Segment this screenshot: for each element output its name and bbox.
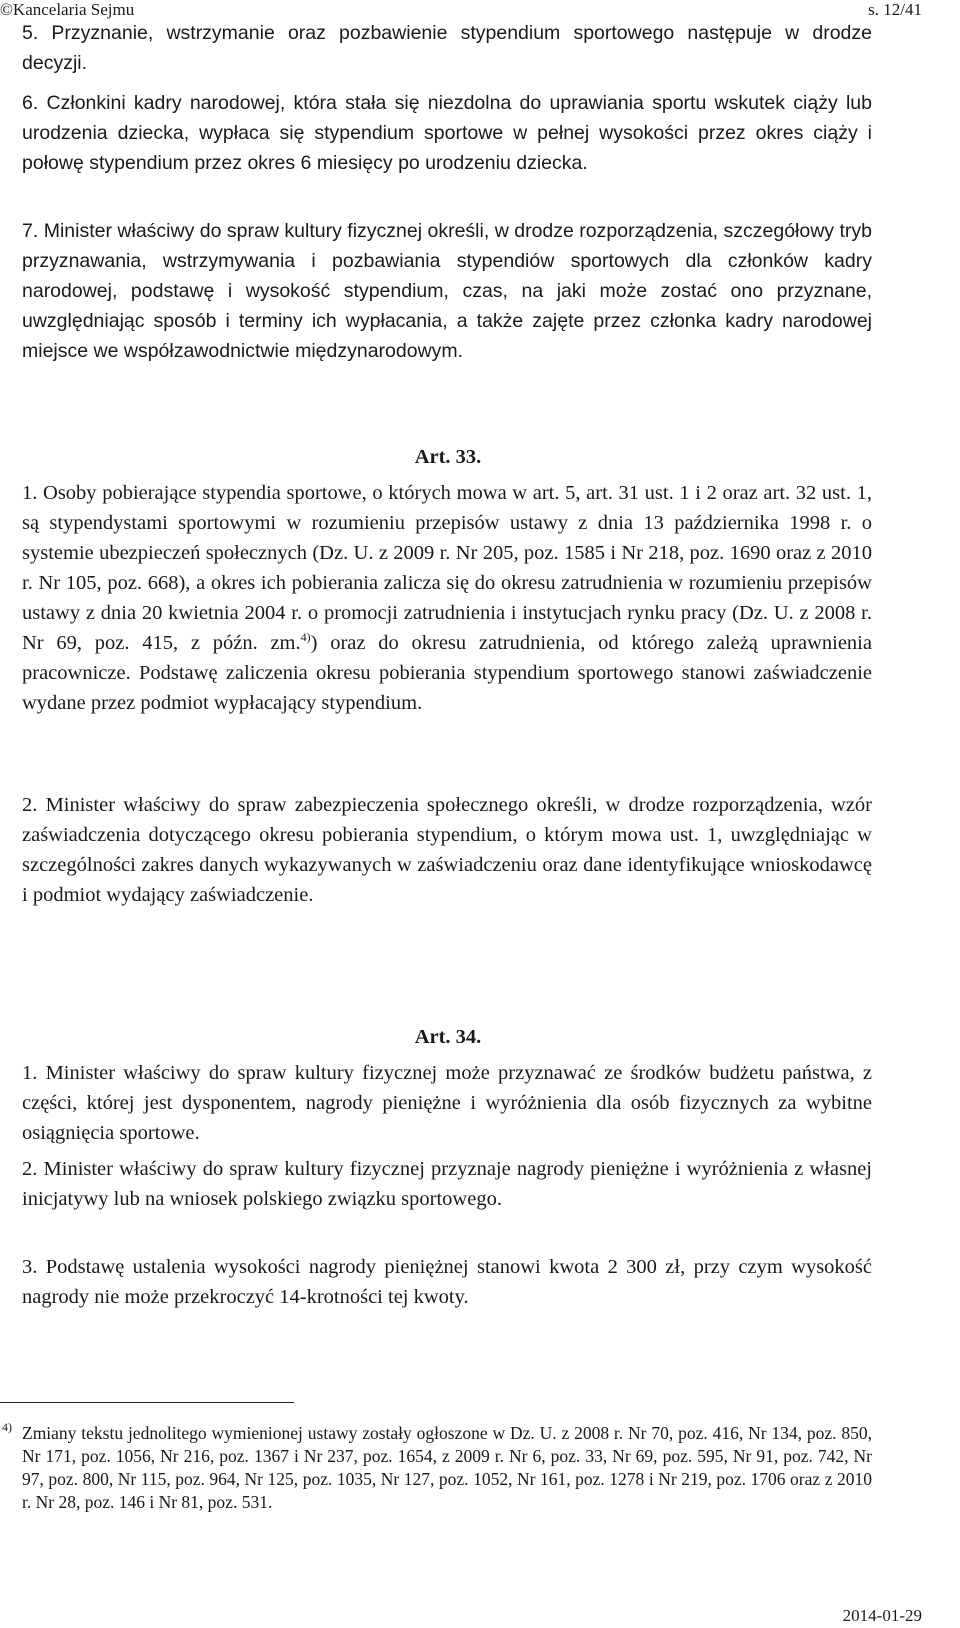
article-34-heading: Art. 34. [414, 1026, 482, 1048]
article-33-p1-text-before: 1. Osoby pobierające stypendia sportowe, o których mowa w art. 5, art. 31 ust. 1 i 2 oraz art. 32 ust. 1, są stypendystami sportowymi w rozumieniu przepisów ustawy z dnia 13 października 1998 r. o systemie ubezpieczeń społecznych (Dz. U. z 2009 r. Nr 205, poz. 1585 i Nr 218, poz. 1690 oraz z 2010 r. Nr 105, poz. 668), a okres ich pobierania zalicza się do okresu zatrudnienia w rozumieniu przepisów ustawy z dnia 20 kwietnia 2004 r. o promocji zatrudnienia i instytucjach rynku pracy (Dz. U. z 2008 r. Nr 69, poz. 415, z późn. zm. [22, 482, 872, 654]
header-copyright: ©Kancelaria Sejmu [0, 0, 135, 19]
footer-date: 2014-01-29 [842, 1606, 922, 1625]
article-34-paragraph-3: 3. Podstawę ustalenia wysokości nagrody pieniężnej stanowi kwota 2 300 zł, przy czym wysokość nagrody nie może przekroczyć 14-krotności tej kwoty. [22, 1256, 872, 1308]
footnote-marker: 4) [2, 1420, 12, 1434]
footnote-text: Zmiany tekstu jednolitego wymienionej ustawy zostały ogłoszone w Dz. U. z 2008 r. Nr 70, poz. 416, Nr 134, poz. 850, Nr 171, poz. 1056, Nr 216, poz. 1367 i Nr 237, poz. 1654, z 2009 r. Nr 6, poz. 33, Nr 69, poz. 595, Nr 91, poz. 742, Nr 97, poz. 800, Nr 115, poz. 964, Nr 125, poz. 1035, Nr 127, poz. 1052, Nr 161, poz. 1278 i Nr 219, poz. 1706 oraz z 2010 r. Nr 28, poz. 146 i Nr 81, poz. 531. [22, 1423, 872, 1512]
article-33-heading: Art. 33. [414, 446, 482, 468]
article-34-paragraph-1: 1. Minister właściwy do spraw kultury fizycznej może przyznawać ze środków budżetu państwa, z części, której jest dysponentem, nagrody pieniężne i wyróżnienia dla osób fizycznych za wybitne osiągnięcia sportowe. [22, 1062, 872, 1144]
article-33-p1-text-after: ) oraz do okresu zatrudnienia, od którego zależą uprawnienia pracownicze. Podstawę zaliczenia okresu pobierania stypendium sportowego stanowi zaświadczenie wydane przez podmiot wypłacający stypendium. [22, 632, 872, 714]
footnote-reference: 4) [300, 630, 311, 645]
article-33-paragraph-1 [22, 478, 872, 718]
paragraph-6: 6. Członkini kadry narodowej, która stała się niezdolna do uprawiania sportu wskutek ciąży lub urodzenia dziecka, wypłaca się stypendium sportowe w pełnej wysokości przez okres ciąży i połowę stypendium przez okres 6 miesięcy po urodzeniu dziecka. [22, 92, 872, 174]
article-33-paragraph-2: 2. Minister właściwy do spraw zabezpieczenia społecznego określi, w drodze rozporządzenia, wzór zaświadczenia dotyczącego okresu pobierania stypendium, o którym mowa ust. 1, uwzględniając w szczególności zakres danych wykazywanych w zaświadczeniu oraz dane identyfikujące wnioskodawcę i podmiot wydający zaświadczenie. [22, 794, 872, 906]
header-page-number: s. 12/41 [868, 0, 922, 19]
footnote-separator [0, 1402, 294, 1403]
paragraph-5: 5. Przyznanie, wstrzymanie oraz pozbawienie stypendium sportowego następuje w drodze decyzji. [22, 22, 872, 74]
article-34-paragraph-2: 2. Minister właściwy do spraw kultury fizycznej przyznaje nagrody pieniężne i wyróżnienia z własnej inicjatywy lub na wniosek polskiego związku sportowego. [22, 1158, 872, 1210]
paragraph-7: 7. Minister właściwy do spraw kultury fizycznej określi, w drodze rozporządzenia, szczegółowy tryb przyznawania, wstrzymywania i pozbawiania stypendiów sportowych dla członków kadry narodowej, podstawę i wysokość stypendium, czas, na jaki może zostać ono przyznane, uwzględniając sposób i terminy ich wypłacania, a także zajęte przez członka kadry narodowej miejsce we współzawodnictwie międzynarodowym. [22, 220, 872, 362]
